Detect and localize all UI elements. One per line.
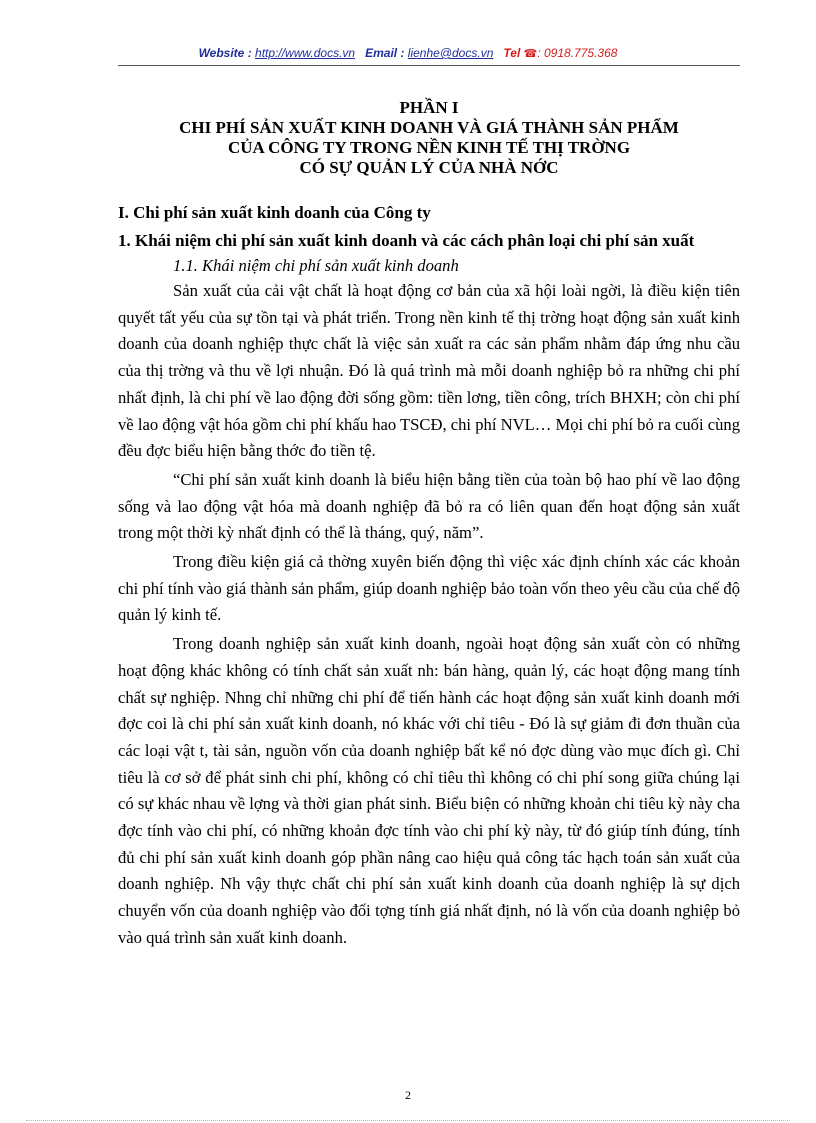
section-heading-1: I. Chi phí sản xuất kinh doanh của Công ty — [118, 203, 431, 222]
paragraph: Trong điều kiện giá cả thờng xuyên biến động thì việc xác định chính xác các khoản chi phí tính vào giá thành sản phẩm, giúp doanh nghiệp bảo toàn vốn theo yêu cầu của chế độ quản lý kinh tế. — [118, 552, 740, 625]
title-line-3: CÓ SỰ QUẢN LÝ CỦA NHÀ NỚC — [299, 158, 559, 177]
website-label: Website : — [198, 46, 252, 60]
title-line-2: CỦA CÔNG TY TRONG NỀN KINH TẾ THỊ TRỜNG — [227, 138, 631, 157]
paragraph: “Chi phí sản xuất kinh doanh là biểu hiện bằng tiền của toàn bộ hao phí về lao động sống và lao động vật hóa mà doanh nghiệp đã bỏ ra có liên quan đến hoạt động sản xuất trong một thời kỳ nhất định có thể là tháng, quý, năm”. — [118, 469, 740, 543]
section-heading-1-1-1: 1.1. Khái niệm chi phí sản xuất kinh doanh — [173, 256, 459, 275]
header-divider — [118, 65, 740, 66]
chapter-title — [118, 98, 740, 178]
page-bottom-border — [26, 1120, 790, 1121]
tel-label: Tel — [503, 46, 521, 60]
title-line-1: CHI PHÍ SẢN XUẤT KINH DOANH VÀ GIÁ THÀNH SẢN PHẨM — [179, 118, 679, 137]
page-header — [0, 46, 816, 60]
website-link[interactable]: http://www.docs.vn — [255, 46, 356, 60]
paragraph: Sản xuất của cải vật chất là hoạt động cơ bản của xã hội loài ngời, là điều kiện tiên quyết tất yếu của sự tồn tại và phát triển. Trong nền kinh tế thị trờng hoạt động sản xuất kinh doanh của doanh nghiệp thực chất là việc sản xuất ra các sản phẩm nhằm đáp ứng nhu cầu của thị trờng và thu về lợi nhuận. Đó là quá trình mà mỗi doanh nghiệp bỏ ra những chi phí nhất định, là chi phí về lao động đời sống gồm: tiền lơng, tiền công, trích BHXH; còn chi phí về lao động vật hóa gồm chi phí khấu hao TSCĐ, chi phí NVL… Mọi chi phí bỏ ra cuối cùng đều đợc biểu hiện bằng thớc đo tiền tệ. — [118, 281, 740, 461]
document-body — [118, 200, 740, 952]
email-label: Email : — [365, 46, 405, 60]
section-heading-1-1: 1. Khái niệm chi phí sản xuất kinh doanh và các cách phân loại chi phí sản xuất — [118, 231, 695, 250]
part-heading: PHẦN I — [399, 98, 459, 117]
tel-number: : 0918.775.368 — [537, 46, 618, 60]
paragraph: Trong doanh nghiệp sản xuất kinh doanh, ngoài hoạt động sản xuất còn có những hoạt động khác không có tính chất sản xuất nh: bán hàng, quản lý, các hoạt động mang tính chất sự nghiệp. Nhng chỉ những chi phí để tiến hành các hoạt động sản xuất kinh doanh mới đợc coi là chi phí sản xuất kinh doanh, nó khác với chỉ tiêu - Đó là sự giảm đi đơn thuần của các loại vật t, tài sản, nguồn vốn của doanh nghiệp bất kể nó đợc dùng vào mục đích gì. Chỉ tiêu là cơ sở để phát sinh chi phí, không có chỉ tiêu thì không có chi phí song giữa chúng lại có sự khác nhau về lợng và thời gian phát sinh. Biểu biện có những khoản chi tiêu kỳ này cha đợc tính vào chi phí, có những khoản đợc tính vào chi phí kỳ này, từ đó giúp tính đúng, tính đủ chi phí sản xuất kinh doanh góp phần nâng cao hiệu quả công tác hạch toán sản xuất của doanh nghiệp. Nh vậy thực chất chi phí sản xuất kinh doanh của doanh nghiệp là sự dịch chuyển vốn của doanh nghiệp vào đối tợng tính giá nhất định, nó là vốn của doanh nghiệp bỏ vào quá trình sản xuất kinh doanh. — [118, 634, 740, 947]
email-link[interactable]: lienhe@docs.vn — [407, 46, 494, 60]
telephone-icon: ☎ — [523, 48, 538, 60]
page-number: 2 — [405, 1088, 411, 1102]
